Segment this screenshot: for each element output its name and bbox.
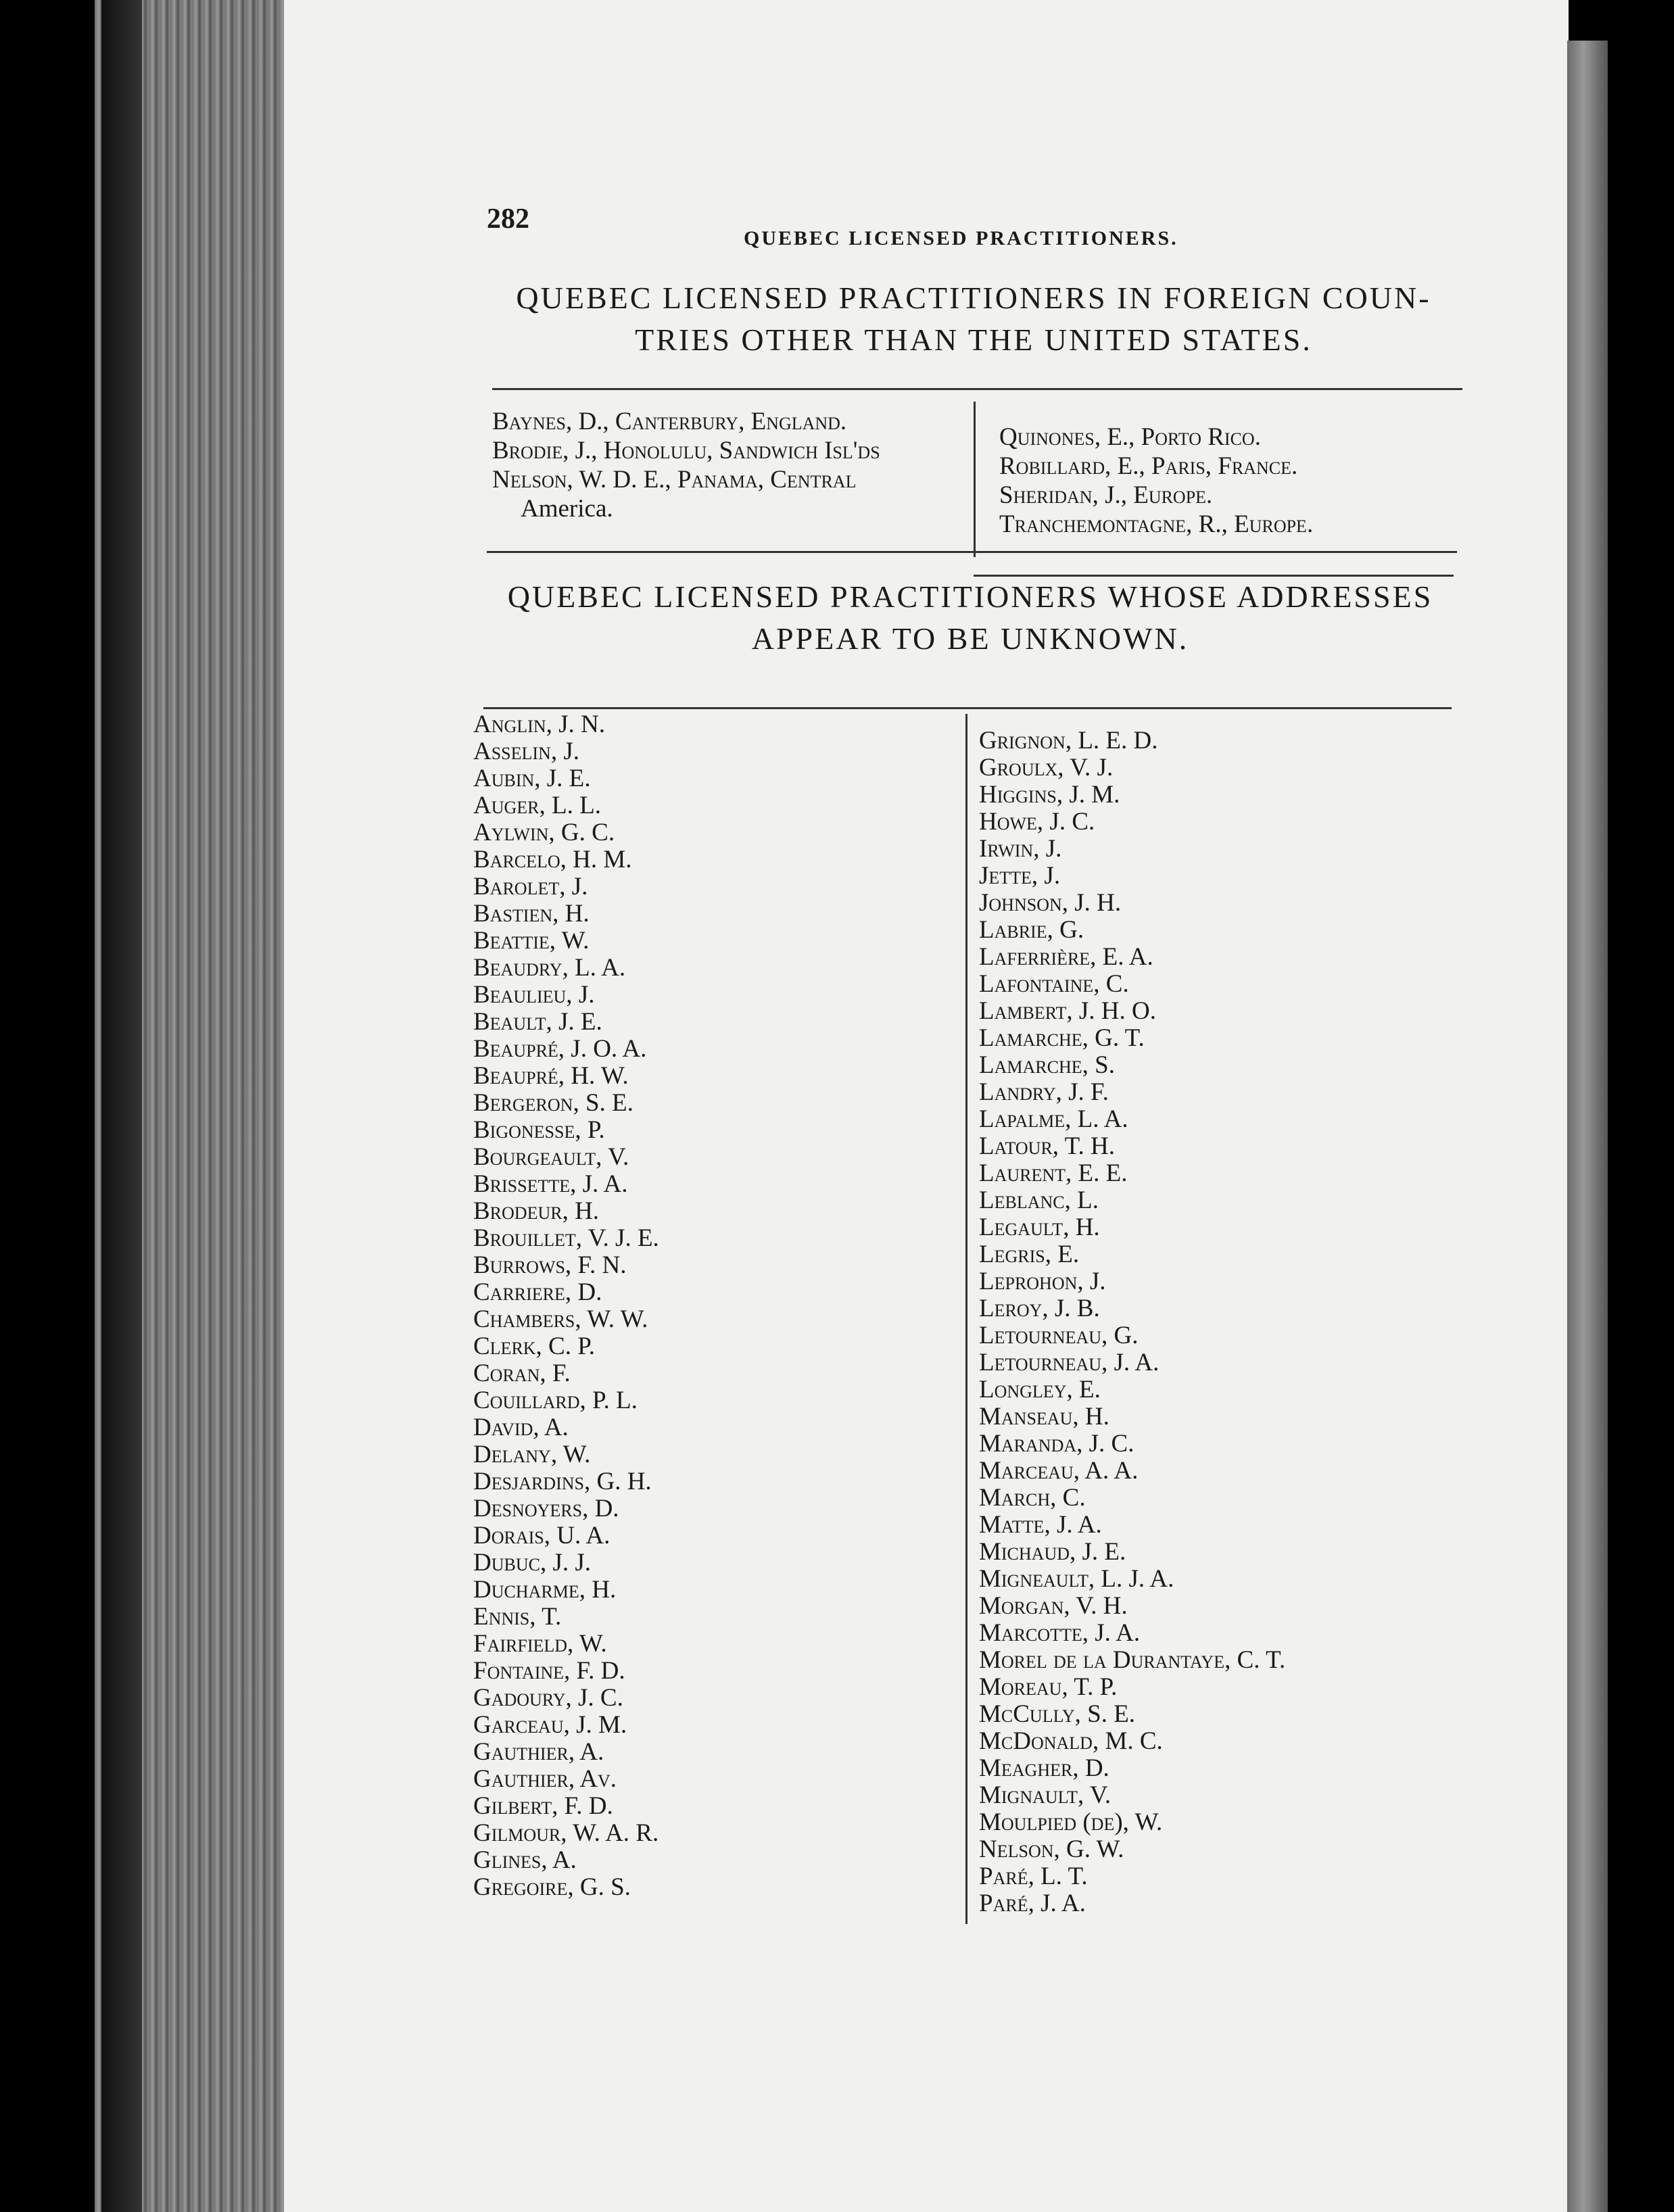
- list-item: Dorais, U. A.: [473, 1522, 611, 1549]
- scan-border: [1608, 0, 1674, 2212]
- list-item: Brouillet, V. J. E.: [473, 1224, 659, 1252]
- list-item: Gadoury, J. C.: [473, 1684, 623, 1712]
- section-title-unknown: [480, 576, 1460, 660]
- list-item: Nelson, W. D. E., Panama, Central: [492, 466, 857, 494]
- list-item: Labrie, G.: [979, 916, 1084, 944]
- running-title: QUEBEC LICENSED PRACTITIONERS.: [744, 227, 1178, 249]
- list-item: Beaudry, L. A.: [473, 954, 626, 982]
- list-item: Aylwin, G. C.: [473, 819, 615, 846]
- list-item: Grignon, L. E. D.: [979, 727, 1158, 754]
- list-item: Gregoire, G. S.: [473, 1873, 631, 1901]
- list-item: Lambert, J. H. O.: [979, 997, 1156, 1025]
- list-item: Robillard, E., Paris, France.: [999, 452, 1298, 480]
- divider: [483, 707, 1452, 709]
- list-item: Mignault, V.: [979, 1781, 1111, 1809]
- list-item: Higgins, J. M.: [979, 781, 1120, 809]
- list-item: Asselin, J.: [473, 738, 579, 765]
- list-item: Baynes, D., Canterbury, England.: [492, 408, 847, 435]
- list-item: Fontaine, F. D.: [473, 1657, 625, 1685]
- list-item: Aubin, J. E.: [473, 765, 591, 792]
- list-item: Ennis, T.: [473, 1603, 562, 1631]
- list-item: Beaupré, H. W.: [473, 1062, 629, 1090]
- list-item: McCully, S. E.: [979, 1700, 1136, 1728]
- list-item: Lafontaine, C.: [979, 970, 1129, 998]
- list-item: Irwin, J.: [979, 835, 1062, 863]
- list-item: Chambers, W. W.: [473, 1305, 648, 1333]
- list-item: Manseau, H.: [979, 1403, 1109, 1430]
- names-left-column: [473, 711, 659, 1901]
- list-item: Dubuc, J. J.: [473, 1549, 592, 1577]
- list-item: Beault, J. E.: [473, 1008, 602, 1036]
- list-item: Clerk, C. P.: [473, 1332, 595, 1360]
- list-item: Jette, J.: [979, 862, 1061, 890]
- list-item: Paré, J. A.: [979, 1890, 1086, 1917]
- list-item: Beattie, W.: [473, 927, 590, 955]
- list-item: Matte, J. A.: [979, 1511, 1102, 1539]
- list-item: Burrows, F. N.: [473, 1251, 627, 1279]
- list-item: Anglin, J. N.: [473, 711, 605, 738]
- list-item: Johnson, J. H.: [979, 889, 1122, 917]
- section-title-line: APPEAR TO BE UNKNOWN.: [751, 621, 1189, 656]
- list-item: David, A.: [473, 1414, 569, 1441]
- list-item: Lapalme, L. A.: [979, 1105, 1128, 1133]
- list-item: Glines, A.: [473, 1846, 577, 1874]
- gutter-shadow: [101, 0, 142, 2212]
- list-item: Letourneau, G.: [979, 1322, 1139, 1349]
- list-item: Beaupré, J. O. A.: [473, 1035, 647, 1063]
- list-item: Sheridan, J., Europe.: [999, 481, 1213, 509]
- list-item: Letourneau, J. A.: [979, 1349, 1159, 1376]
- list-item: Ducharme, H.: [473, 1576, 617, 1604]
- list-item: Barolet, J.: [473, 873, 588, 900]
- list-item: Desnoyers, D.: [473, 1495, 619, 1522]
- facing-page-edge: [1567, 41, 1608, 2212]
- list-item: Moreau, T. P.: [979, 1673, 1118, 1701]
- divider: [492, 388, 1462, 390]
- list-item: Morgan, V. H.: [979, 1592, 1128, 1620]
- list-item: Latour, T. H.: [979, 1132, 1115, 1160]
- foreign-list-left: [492, 407, 979, 523]
- list-item: Laurent, E. E.: [979, 1159, 1128, 1187]
- list-item: Michaud, J. E.: [979, 1538, 1126, 1566]
- list-item: Tranchemontagne, R., Europe.: [999, 510, 1314, 538]
- names-right-column: [979, 727, 1285, 1917]
- list-item: Gilmour, W. A. R.: [473, 1819, 659, 1847]
- list-item: Migneault, L. J. A.: [979, 1565, 1174, 1593]
- foreign-list-right: [999, 423, 1473, 539]
- list-item: Gilbert, F. D.: [473, 1792, 613, 1820]
- running-head: [487, 203, 1433, 249]
- column-divider: [965, 714, 967, 1924]
- section-title-foreign: [487, 277, 1460, 361]
- list-item: Legris, E.: [979, 1241, 1080, 1268]
- list-item: Quinones, E., Porto Rico.: [999, 423, 1261, 451]
- list-item: Beaulieu, J.: [473, 981, 595, 1009]
- list-item: Moulpied (de), W.: [979, 1808, 1163, 1836]
- list-item: Marceau, A. A.: [979, 1457, 1139, 1485]
- list-item: Landry, J. F.: [979, 1078, 1109, 1106]
- list-item: Legault, H.: [979, 1213, 1100, 1241]
- section-title-line: QUEBEC LICENSED PRACTITIONERS IN FOREIGN COUN-: [516, 281, 1431, 315]
- list-item: March, C.: [979, 1484, 1086, 1512]
- list-item: Brissette, J. A.: [473, 1170, 628, 1198]
- list-item: Laferrière, E. A.: [979, 943, 1153, 971]
- page-number: 282: [487, 203, 529, 235]
- list-item: McDonald, M. C.: [979, 1727, 1163, 1755]
- list-item: Bourgeault, V.: [473, 1143, 629, 1171]
- list-item: Bergeron, S. E.: [473, 1089, 633, 1117]
- list-item: Leprohon, J.: [979, 1268, 1106, 1295]
- list-item: Barcelo, H. M.: [473, 846, 632, 873]
- list-item: Morel de la Durantaye, C. T.: [979, 1646, 1286, 1674]
- list-item: Bastien, H.: [473, 900, 590, 928]
- list-item: Marcotte, J. A.: [979, 1619, 1141, 1647]
- section-title-line: QUEBEC LICENSED PRACTITIONERS WHOSE ADDRESSES: [507, 579, 1433, 614]
- list-item: Gauthier, Av.: [473, 1765, 617, 1793]
- list-item: Maranda, J. C.: [979, 1430, 1134, 1458]
- list-item: Brodeur, H.: [473, 1197, 600, 1225]
- list-item: Carriere, D.: [473, 1278, 602, 1306]
- list-item: Nelson, G. W.: [979, 1835, 1124, 1863]
- column-divider: [974, 402, 976, 557]
- list-item: Auger, L. L.: [473, 792, 601, 819]
- list-item: Groulx, V. J.: [979, 754, 1114, 782]
- list-item: Bigonesse, P.: [473, 1116, 605, 1144]
- list-item: Meagher, D.: [979, 1754, 1109, 1782]
- list-item: Gauthier, A.: [473, 1738, 604, 1766]
- list-item: Delany, W.: [473, 1441, 591, 1468]
- list-item: Lamarche, G. T.: [979, 1024, 1145, 1052]
- divider: [487, 551, 1457, 553]
- list-item-continuation: America.: [521, 495, 613, 523]
- list-item: Couillard, P. L.: [473, 1387, 638, 1414]
- list-item: Desjardins, G. H.: [473, 1468, 652, 1495]
- list-item: Paré, L. T.: [979, 1862, 1088, 1890]
- list-item: Leblanc, L.: [979, 1186, 1099, 1214]
- list-item: Garceau, J. M.: [473, 1711, 627, 1739]
- list-item: Longley, E.: [979, 1376, 1101, 1403]
- list-item: Leroy, J. B.: [979, 1295, 1100, 1322]
- list-item: Lamarche, S.: [979, 1051, 1115, 1079]
- list-item: Howe, J. C.: [979, 808, 1095, 836]
- list-item: Brodie, J., Honolulu, Sandwich Isl'ds: [492, 437, 880, 464]
- list-item: Coran, F.: [473, 1360, 571, 1387]
- section-title-line: TRIES OTHER THAN THE UNITED STATES.: [635, 322, 1312, 357]
- list-item: Fairfield, W.: [473, 1630, 607, 1658]
